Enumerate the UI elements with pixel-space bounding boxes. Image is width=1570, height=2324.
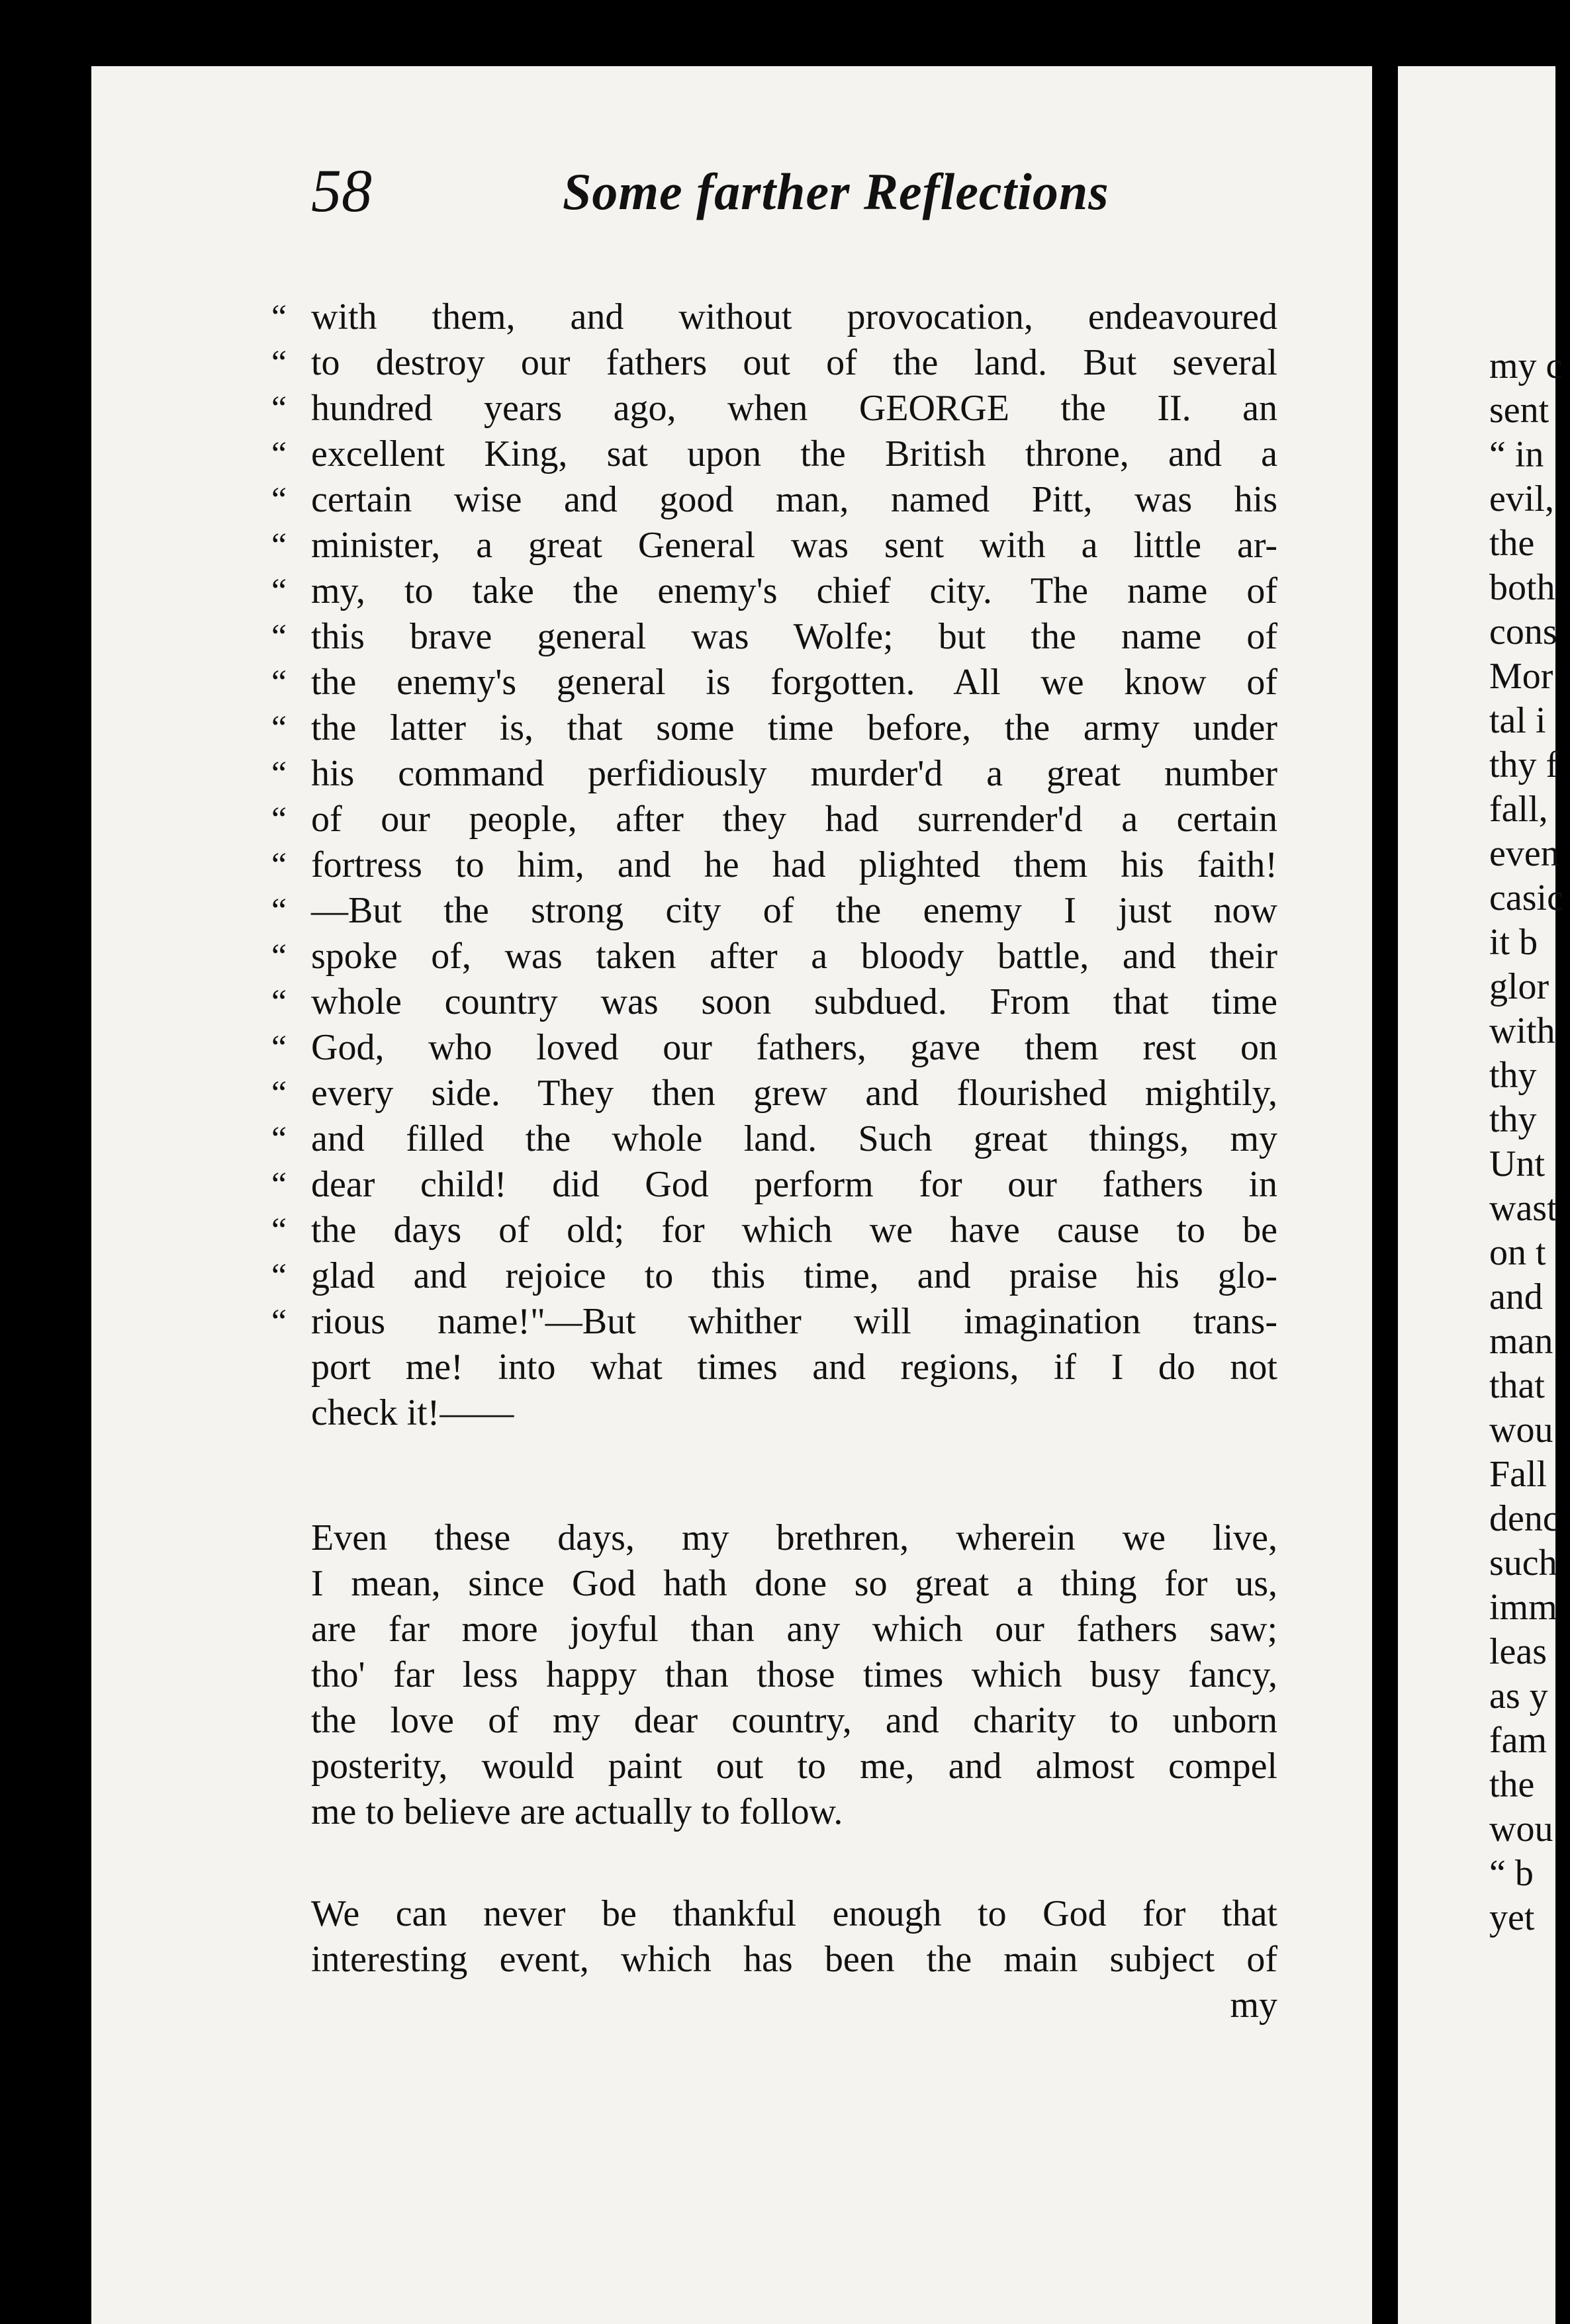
right-page-line: wou xyxy=(1489,1809,1553,1850)
page-number: 58 xyxy=(311,157,372,224)
text-line-content: dear child! did God perform for our fathers in xyxy=(311,1164,1277,1205)
text-line-content: his command perfidiously murder'd a great number xyxy=(311,753,1277,794)
text-line xyxy=(271,888,1277,934)
quote-mark: “ xyxy=(271,1303,287,1341)
text-line-content: excellent King, sat upon the British throne, and a xyxy=(311,433,1277,474)
quote-mark: “ xyxy=(271,481,287,519)
text-line xyxy=(311,1652,1277,1698)
quote-mark: “ xyxy=(271,618,287,656)
text-line-content: me to believe are actually to follow. xyxy=(311,1791,843,1832)
text-line-content: my, to take the enemy's chief city. The name of xyxy=(311,570,1277,611)
quote-mark: “ xyxy=(271,572,287,610)
text-line xyxy=(311,1891,1277,1937)
right-page-line: my c xyxy=(1489,345,1563,386)
text-line-content: the latter is, that some time before, the army under xyxy=(311,707,1277,748)
right-page-line: leas xyxy=(1489,1631,1547,1672)
right-page-line: Unt xyxy=(1489,1143,1545,1184)
text-line-content: God, who loved our fathers, gave them rest on xyxy=(311,1027,1277,1068)
text-line-content: minister, a great General was sent with a little ar- xyxy=(311,525,1277,566)
running-head: Some farther Reflections xyxy=(563,163,1109,220)
right-page-line: and xyxy=(1489,1276,1543,1318)
quote-mark: “ xyxy=(271,1212,287,1249)
quote-mark: “ xyxy=(271,846,287,884)
text-line-content: and filled the whole land. Such great things, my xyxy=(311,1118,1277,1159)
quote-mark: “ xyxy=(271,983,287,1021)
right-page-line: cons xyxy=(1489,611,1557,652)
quote-mark: “ xyxy=(271,938,287,975)
text-line xyxy=(271,386,1277,431)
text-line-content: every side. They then grew and flourished mightily, xyxy=(311,1073,1277,1114)
catchword: my xyxy=(1230,1985,1277,2026)
quote-mark: “ xyxy=(271,1257,287,1295)
text-line xyxy=(271,751,1277,797)
right-page-line: evil, xyxy=(1489,478,1554,519)
text-line xyxy=(271,1162,1277,1208)
right-page-line: yet xyxy=(1489,1897,1535,1938)
text-line xyxy=(271,660,1277,705)
text-line-content: tho' far less happy than those times which busy fancy, xyxy=(311,1654,1277,1695)
text-line-content: this brave general was Wolfe; but the name of xyxy=(311,616,1277,657)
text-line-content: the days of old; for which we have cause to be xyxy=(311,1210,1277,1251)
text-line xyxy=(311,1561,1277,1607)
text-line xyxy=(271,568,1277,614)
right-page-line: the xyxy=(1489,523,1535,564)
text-line-content: rious name!"—But whither will imagination trans- xyxy=(311,1301,1277,1342)
right-page-line: with xyxy=(1489,1010,1555,1051)
text-line-content: I mean, since God hath done so great a thing for us, xyxy=(311,1563,1277,1604)
quote-mark: “ xyxy=(271,664,287,701)
quote-mark: “ xyxy=(271,298,287,336)
text-line xyxy=(271,705,1277,751)
right-page-line: Fall xyxy=(1489,1454,1547,1495)
quote-mark: “ xyxy=(271,1029,287,1067)
text-line-content: the enemy's general is forgotten. All we know of xyxy=(311,662,1277,703)
text-line xyxy=(271,1025,1277,1071)
text-line xyxy=(271,1208,1277,1253)
quote-mark: “ xyxy=(271,1120,287,1158)
text-line-content: of our people, after they had surrender'd a certain xyxy=(311,799,1277,840)
right-page-line: the xyxy=(1489,1764,1535,1805)
text-line-content: certain wise and good man, named Pitt, was his xyxy=(311,479,1277,520)
text-line xyxy=(271,1253,1277,1299)
text-line xyxy=(271,1071,1277,1116)
quote-mark: “ xyxy=(271,390,287,427)
right-page-line: “ b xyxy=(1489,1853,1534,1894)
text-line xyxy=(311,1789,1277,1835)
text-line xyxy=(271,934,1277,979)
right-page-line: Mor xyxy=(1489,656,1553,697)
text-line xyxy=(271,614,1277,660)
right-page-line: even xyxy=(1489,833,1559,874)
text-line xyxy=(311,1744,1277,1789)
text-line xyxy=(311,1515,1277,1561)
right-page-line: such xyxy=(1489,1542,1557,1584)
text-line xyxy=(271,523,1277,568)
right-page-line: thy xyxy=(1489,1099,1537,1140)
text-line xyxy=(311,1390,1277,1436)
quote-mark: “ xyxy=(271,892,287,930)
text-line xyxy=(271,431,1277,477)
right-page-line: imm xyxy=(1489,1587,1557,1628)
right-page-line: glor xyxy=(1489,966,1549,1007)
text-line-content: hundred years ago, when GEORGE the II. an xyxy=(311,388,1277,429)
text-line-content: —But the strong city of the enemy I just now xyxy=(311,890,1277,931)
page-header xyxy=(225,142,1350,242)
right-page-line: thy f xyxy=(1489,744,1559,785)
right-page-line: fall, xyxy=(1489,789,1548,830)
text-line xyxy=(271,979,1277,1025)
text-line xyxy=(271,1299,1277,1345)
right-page-line: both xyxy=(1489,567,1555,608)
text-line-content: interesting event, which has been the main subject of xyxy=(311,1939,1277,1980)
body-text xyxy=(271,294,1277,2028)
right-page-line: that xyxy=(1489,1365,1545,1406)
right-page-line: “ in xyxy=(1489,434,1544,475)
text-line-content: whole country was soon subdued. From that time xyxy=(311,981,1277,1022)
text-line-content: glad and rejoice to this time, and praise his glo- xyxy=(311,1255,1277,1296)
text-line-content: port me! into what times and regions, if I do not xyxy=(311,1347,1277,1388)
quote-mark: “ xyxy=(271,1166,287,1204)
text-line xyxy=(271,477,1277,523)
right-page-line: as y xyxy=(1489,1676,1548,1717)
quote-mark: “ xyxy=(271,801,287,838)
right-page-line: wou xyxy=(1489,1409,1553,1451)
text-line xyxy=(271,1116,1277,1162)
right-page-line: sent xyxy=(1489,390,1549,431)
right-page xyxy=(1398,66,1563,2324)
quote-mark: “ xyxy=(271,755,287,793)
text-line xyxy=(271,842,1277,888)
text-line-content: We can never be thankful enough to God for that xyxy=(311,1893,1277,1934)
text-line-content: posterity, would paint out to me, and almost compel xyxy=(311,1746,1277,1787)
right-page-line: fam xyxy=(1489,1720,1547,1761)
text-line xyxy=(271,294,1277,340)
text-line xyxy=(311,1607,1277,1652)
text-line-content: check it!—— xyxy=(311,1392,514,1433)
right-page-line: denc xyxy=(1489,1498,1559,1539)
right-page-line: thy xyxy=(1489,1055,1537,1096)
right-page-line: wast xyxy=(1489,1188,1557,1229)
right-page-line: tal i xyxy=(1489,700,1546,741)
text-line-content: fortress to him, and he had plighted them his faith! xyxy=(311,844,1277,885)
right-page-line: casic xyxy=(1489,877,1563,918)
right-page-text xyxy=(1398,344,1570,1940)
text-line-content: Even these days, my brethren, wherein we live, xyxy=(311,1517,1277,1558)
quote-mark: “ xyxy=(271,1075,287,1112)
right-page-line: man xyxy=(1489,1321,1553,1362)
text-line-content: spoke of, was taken after a bloody battle, and their xyxy=(311,936,1277,977)
quote-mark: “ xyxy=(271,435,287,473)
text-line xyxy=(271,797,1277,842)
text-line xyxy=(311,1937,1277,1983)
text-line-content: the love of my dear country, and charity to unborn xyxy=(311,1700,1277,1741)
text-line xyxy=(271,340,1277,386)
right-page-line: on t xyxy=(1489,1232,1546,1273)
text-line xyxy=(311,1698,1277,1744)
text-line xyxy=(311,1345,1277,1390)
text-line-content: with them, and without provocation, endeavoured xyxy=(311,296,1277,337)
quote-mark: “ xyxy=(271,344,287,382)
quote-mark: “ xyxy=(271,527,287,564)
right-page-line: it b xyxy=(1489,922,1538,963)
quote-mark: “ xyxy=(271,709,287,747)
text-line-content: to destroy our fathers out of the land. But several xyxy=(311,342,1277,383)
text-line-content: are far more joyful than any which our fathers saw; xyxy=(311,1609,1277,1650)
